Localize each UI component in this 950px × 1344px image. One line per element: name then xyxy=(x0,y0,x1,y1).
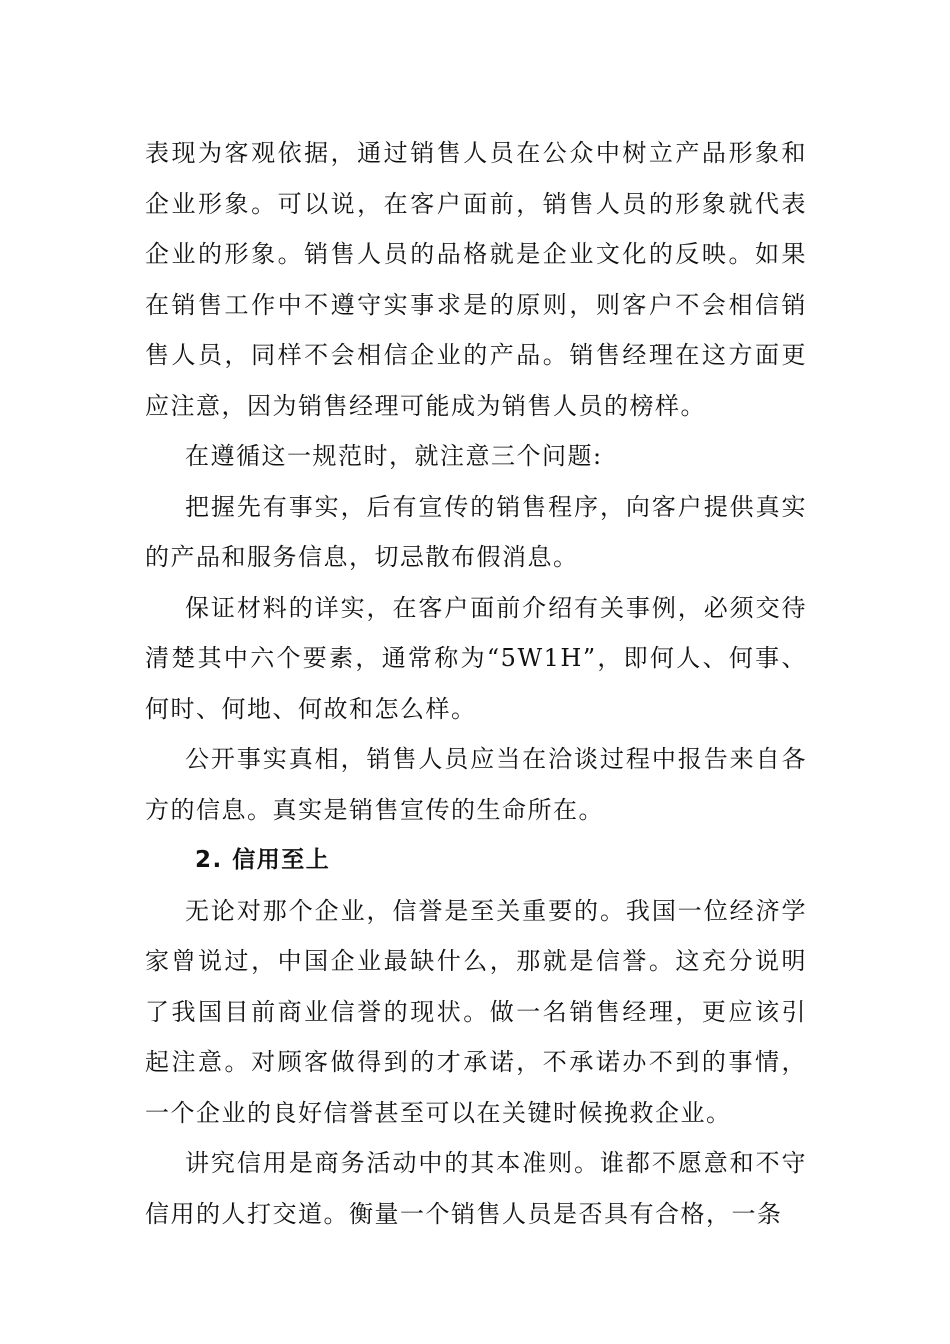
paragraph-reputation: 无论对那个企业，信誉是至关重要的。我国一位经济学家曾说过，中国企业最缺什么，那就是信誉。这充分说明了我国目前商业信誉的现状。做一名销售经理，更应该引起注意。对顾客做得到的才承诺，不承诺办不到的事情，一个企业的良好信誉甚至可以在关键时候挽救企业。 xyxy=(145,896,807,1127)
paragraph-intro-three-issues: 在遵循这一规范时，就注意三个问题: xyxy=(185,442,603,470)
paragraph-disclose-truth: 公开事实真相，销售人员应当在洽谈过程中报告来自各方的信息。真实是销售宣传的生命所在。 xyxy=(145,745,807,824)
paragraph-continued: 表现为客观依据，通过销售人员在公众中树立产品形象和企业形象。可以说，在客户面前，销售人员的形象就代表企业的形象。销售人员的品格就是企业文化的反映。如果在销售工作中不遵守实事求是的原则，则客户不会相信销售人员，同样不会相信企业的产品。销售经理在这方面更应注意，因为销售经理可能成为销售人员的榜样。 xyxy=(145,139,807,420)
body-text xyxy=(145,128,807,1239)
section-heading-credit: 2. 信用至上 xyxy=(195,847,331,873)
paragraph-keep-credit: 讲究信用是商务活动中的其本准则。谁都不愿意和不守信用的人打交道。衡量一个销售人员是否具有合格，一条 xyxy=(145,1149,807,1228)
paragraph-5w1h: 保证材料的详实，在客户面前介绍有关事例，必须交待清楚其中六个要素，通常称为“5W1H”，即何人、何事、何时、何地、何故和怎么样。 xyxy=(145,593,807,723)
paragraph-facts-first: 把握先有事实，后有宣传的销售程序，向客户提供真实的产品和服务信息，切忌散布假消息。 xyxy=(145,492,807,571)
